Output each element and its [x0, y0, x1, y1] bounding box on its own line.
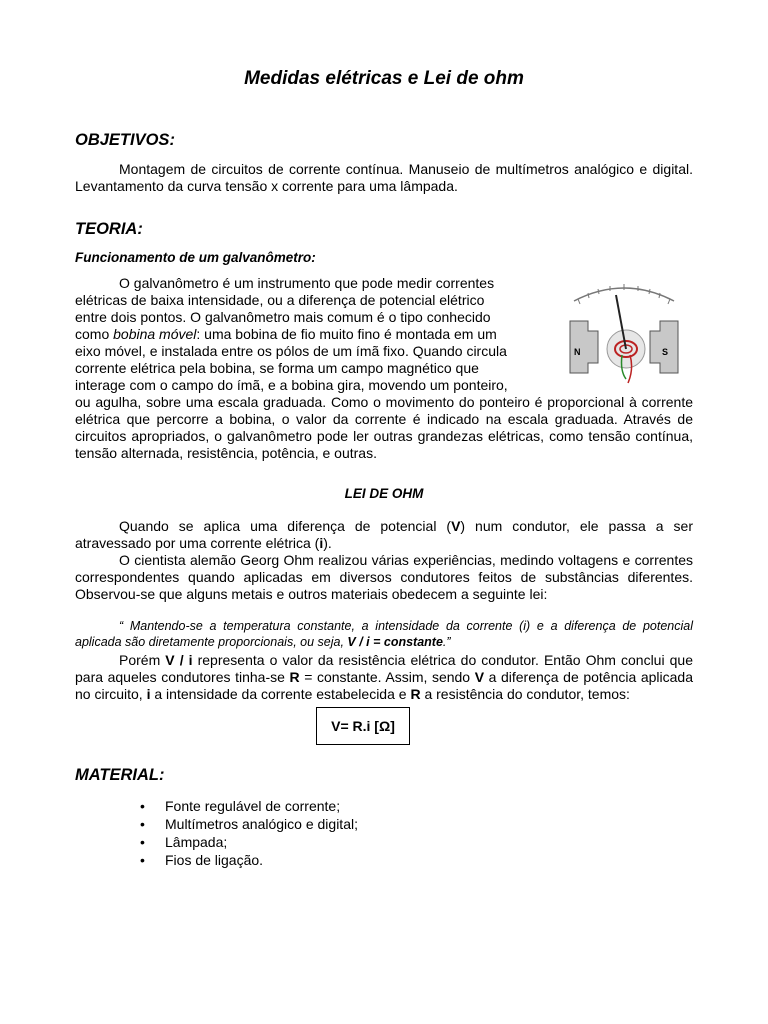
list-item — [140, 851, 358, 869]
line4-prefix: como — [75, 326, 114, 342]
material-heading: MATERIAL: — [75, 766, 165, 784]
bullet-icon: • — [140, 852, 145, 868]
wrap-line-2: elétricas de baixa intensidade, ou a diferença de potencial elétrico — [75, 292, 485, 308]
p3-e: = constante. Assim, sendo — [299, 669, 475, 685]
wrap-line-6: corrente elétrica pela bobina, se forma um campo magnético que — [75, 360, 479, 376]
ohm-law-quote — [75, 618, 693, 650]
p1-symbol-i: i — [319, 535, 324, 551]
wrap-line-3: entre dois pontos. O galvanômetro mais comum é o tipo conhecido — [75, 309, 491, 325]
bullet-icon: • — [140, 798, 145, 814]
list-item — [140, 833, 358, 851]
galvanometro-intro — [75, 275, 561, 394]
p1-text-e: ). — [323, 535, 332, 551]
line4-suffix: : uma bobina de fio muito fino é montada em um — [196, 326, 497, 342]
material-list — [140, 797, 358, 869]
p3-a: Porém — [119, 652, 166, 668]
ohm-paragraph-1 — [75, 518, 693, 552]
objetivos-text: Montagem de circuitos de corrente contínua. Manuseio de multímetros analógico e digital. Levantamento da curva tensão x corrente para uma lâmpada. — [75, 161, 693, 194]
quote-text-c: .” — [442, 635, 451, 649]
p1-text-c: ) num condutor, ele passa a ser atravessado por uma corrente elétrica ( — [75, 518, 694, 551]
objetivos-heading: OBJETIVOS: — [75, 131, 175, 149]
p3-v-over-i: V / i — [165, 652, 193, 668]
p1-symbol-v: V — [451, 518, 461, 534]
wrap-line-1: O galvanômetro é um instrumento que pode medir correntes — [119, 275, 495, 291]
quote-formula: V / i = constante — [347, 635, 443, 649]
list-item-text: Lâmpada; — [165, 834, 228, 850]
page-title: Medidas elétricas e Lei de ohm — [244, 68, 524, 89]
list-item-text: Multímetros analógico e digital; — [165, 816, 358, 832]
quote-text-a: “ Mantendo-se a temperatura constante, a intensidade da corrente (i) e a diferença de potencial aplicada são diretamente proporcionais, ou seja, — [75, 619, 693, 649]
lei-de-ohm-heading: LEI DE OHM — [344, 486, 424, 501]
list-item — [140, 815, 358, 833]
p3-i-text: a intensidade da corrente estabelecida e — [150, 686, 411, 702]
bullet-icon: • — [140, 834, 145, 850]
p3-c: representa o valor da resistência elétrica do condutor. Então Ohm conclui que para aqueles condutores tinha-se — [75, 652, 693, 685]
p3-v: V — [474, 669, 485, 685]
galvanometro-subheading: Funcionamento de um galvanômetro: — [75, 250, 316, 265]
p3-i: i — [146, 686, 151, 702]
wrap-line-5: eixo móvel, e instalada entre os pólos de um ímã fixo. Quando circula — [75, 343, 507, 359]
ohm-formula-box: V= R.i [Ω] — [316, 707, 410, 745]
pole-s-label: S — [662, 347, 669, 357]
wrap-line-4 — [75, 326, 561, 343]
p3-r2: R — [410, 686, 421, 702]
galvanometro-continuation: ou agulha, sobre uma escala graduada. Como o movimento do ponteiro é proporcional à corrente elétrica que percorre a bobina, o valor da corrente é indicado na escala graduada. Através de circuitos apropriados, o galvanômetro pode ler outras grandezas elétricas, como tensão contínua, tensão alternada, resistência, potência, e outras. — [75, 394, 693, 461]
pole-n-label: N — [574, 347, 581, 357]
wrap-line-7: interage com o campo do ímã, e a bobina gira, movendo um ponteiro, — [75, 377, 508, 393]
bobina-movel-term: bobina móvel — [113, 326, 197, 342]
p1-text-a: Quando se aplica uma diferença de potencial ( — [119, 518, 452, 534]
list-item — [140, 797, 358, 815]
galvanometer-illustration — [568, 275, 680, 389]
p3-g: a diferença de potência aplicada no circuito, — [75, 669, 693, 702]
ohm-paragraph-2: O cientista alemão Georg Ohm realizou várias experiências, medindo voltagens e correntes correspondentes quando aplicadas em diversos condutores feitos de substâncias diferentes. Observou-se que alguns metais e outros materiais obedecem a seguinte lei: — [75, 552, 693, 602]
bullet-icon: • — [140, 816, 145, 832]
p3-k: a resistência do condutor, temos: — [420, 686, 630, 702]
list-item-text: Fonte regulável de corrente; — [165, 798, 341, 814]
p3-r: R — [289, 669, 300, 685]
teoria-heading: TEORIA: — [75, 220, 143, 238]
ohm-paragraph-3 — [75, 652, 693, 703]
list-item-text: Fios de ligação. — [165, 852, 264, 868]
